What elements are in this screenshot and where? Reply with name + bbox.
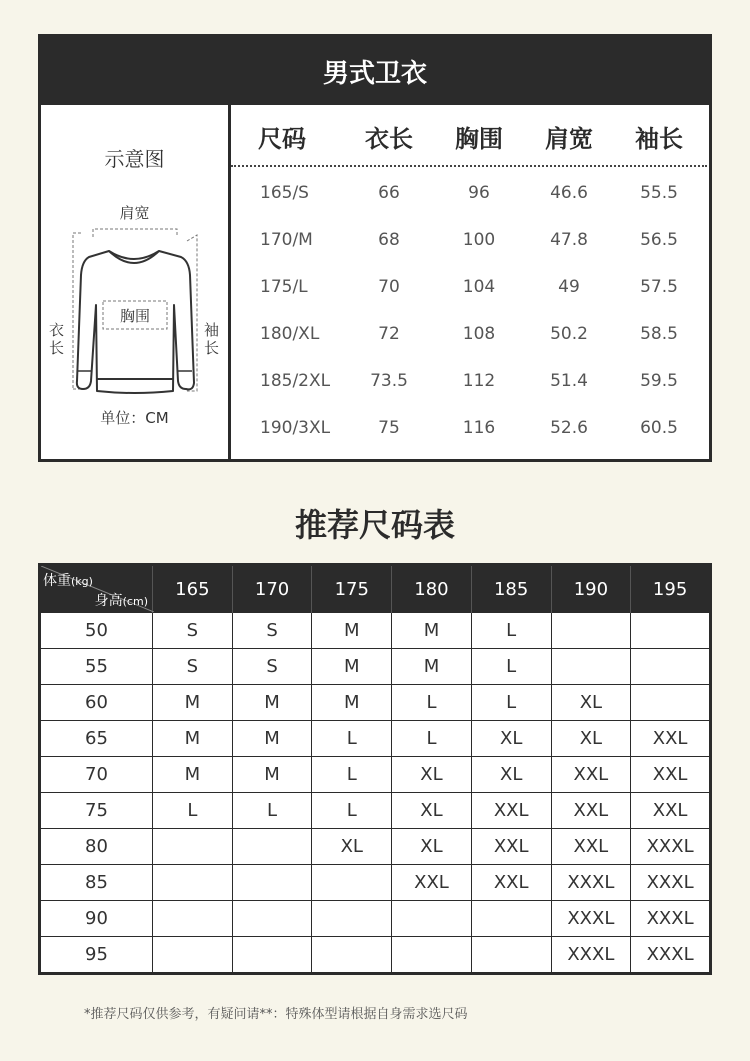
size-cell: M [312,685,392,721]
size-cell: XXXL [631,865,711,901]
size-cell: XXL [631,721,711,757]
table-row [40,721,711,757]
size-cell: M [232,685,312,721]
height-label: 身高(cm) [94,593,148,609]
height-col-header: 175 [312,565,392,613]
size-cell: S [153,649,233,685]
size-cell [153,865,233,901]
size-cell: L [232,793,312,829]
size-cell: M [392,649,472,685]
size-chart-table [38,34,712,462]
measurement-cell: 185/2XL [260,370,331,391]
size-cell [551,613,631,649]
size-cell [312,865,392,901]
measurement-grid [231,105,709,459]
measurement-header-row [231,105,709,167]
size-cell: XXL [471,793,551,829]
measurement-row [231,310,709,357]
measurement-cell: 170/M [260,229,313,250]
measurement-row [231,169,709,216]
size-cell: S [232,613,312,649]
size-cell: XXXL [551,901,631,937]
size-cell: S [153,613,233,649]
size-cell: XXXL [631,829,711,865]
size-cell [551,649,631,685]
measurement-cell: 73.5 [370,370,408,391]
weight-cell: 70 [40,757,153,793]
size-cell: XXL [392,865,472,901]
table-row [40,901,711,937]
measurement-cell: 112 [462,370,496,391]
size-cell: L [153,793,233,829]
measurement-cell: 108 [462,323,496,344]
measurement-cell: 51.4 [550,370,588,391]
height-col-header: 185 [471,565,551,613]
shoulder-label: 肩宽 [119,204,150,222]
size-cell: M [232,757,312,793]
size-cell: M [153,757,233,793]
table-row [40,865,711,901]
size-cell: XL [471,757,551,793]
measurement-cell: 70 [378,276,400,297]
sleeve-label: 袖长 [204,321,220,357]
measurement-row [231,263,709,310]
height-col-header: 190 [551,565,631,613]
measurement-cell: 58.5 [640,323,678,344]
size-cell [631,649,711,685]
size-cell: L [392,685,472,721]
table-row [40,649,711,685]
recommend-title: 推荐尺码表 [294,506,455,544]
measurement-cell: 55.5 [640,182,678,203]
weight-cell: 90 [40,901,153,937]
size-cell: XXXL [631,901,711,937]
header-length: 衣长 [365,124,413,153]
size-cell: M [312,613,392,649]
measurement-cell: 165/S [260,182,309,203]
measurement-cell: 46.6 [550,182,588,203]
length-label: 衣长 [49,321,65,357]
measurement-cell: 100 [462,229,496,250]
size-cell: XXL [631,757,711,793]
size-cell: S [232,649,312,685]
recommend-header-row [40,565,711,613]
size-cell: L [312,721,392,757]
measurement-cell: 60.5 [640,417,678,438]
measurement-cell: 49 [558,276,580,297]
table-row [40,829,711,865]
size-cell [232,865,312,901]
weight-cell: 50 [40,613,153,649]
size-cell: XXXL [631,937,711,974]
height-col-header: 165 [153,565,233,613]
measurement-cell: 96 [468,182,490,203]
measurement-cell: 56.5 [640,229,678,250]
size-cell: XXL [551,757,631,793]
measurement-cell: 190/3XL [260,417,331,438]
measurement-cell: 50.2 [550,323,588,344]
weight-cell: 65 [40,721,153,757]
table-row [40,757,711,793]
header-size: 尺码 [258,124,306,153]
size-cell [153,829,233,865]
measurement-cell: 175/L [260,276,308,297]
measurement-cell: 104 [462,276,496,297]
size-cell [312,901,392,937]
size-cell [232,937,312,974]
footnote: *推荐尺码仅供参考，有疑问请**：特殊体型请根据自身需求选尺码 [84,1007,468,1022]
measurement-cell: 47.8 [550,229,588,250]
table-row [40,613,711,649]
measurement-row [231,357,709,404]
size-cell [631,685,711,721]
size-cell: XXXL [551,865,631,901]
size-cell: L [471,685,551,721]
size-chart-title: 男式卫衣 [41,37,709,105]
corner-header [40,565,153,613]
size-cell [232,829,312,865]
size-cell: XXL [471,865,551,901]
size-cell [471,937,551,974]
header-shoulder: 肩宽 [545,124,593,153]
measurement-row [231,216,709,263]
table-row [40,937,711,974]
height-col-header: 195 [631,565,711,613]
measurement-cell: 66 [378,182,400,203]
size-cell: M [392,613,472,649]
size-cell: XXL [551,793,631,829]
size-cell: XXXL [551,937,631,974]
table-row [40,793,711,829]
measurement-cell: 180/XL [260,323,320,344]
size-cell: XXL [471,829,551,865]
size-cell: XL [551,685,631,721]
size-cell [392,901,472,937]
header-divider [231,165,707,167]
size-cell [392,937,472,974]
table-row [40,685,711,721]
size-cell: XL [392,793,472,829]
unit-label: 单位：CM [100,409,169,427]
header-chest: 胸围 [455,124,503,153]
size-cell: XXL [551,829,631,865]
size-cell: XXL [631,793,711,829]
size-cell [153,901,233,937]
measurement-cell: 75 [378,417,400,438]
header-sleeve: 袖长 [635,124,683,153]
size-cell: L [471,649,551,685]
hoodie-outline-icon [41,195,228,395]
size-cell: M [232,721,312,757]
weight-cell: 60 [40,685,153,721]
size-cell: XL [551,721,631,757]
size-cell: XL [471,721,551,757]
size-cell: L [471,613,551,649]
height-col-header: 180 [392,565,472,613]
size-cell: L [392,721,472,757]
weight-cell: 80 [40,829,153,865]
size-cell: L [312,793,392,829]
size-cell: XL [392,757,472,793]
measurement-cell: 68 [378,229,400,250]
size-cell: M [312,649,392,685]
size-cell: M [153,685,233,721]
weight-label: 体重(kg) [43,573,93,589]
size-cell [312,937,392,974]
weight-cell: 85 [40,865,153,901]
diagram-title: 示意图 [104,147,165,171]
recommend-size-table [38,563,712,975]
measurement-cell: 52.6 [550,417,588,438]
size-cell [471,901,551,937]
measurement-row [231,404,709,451]
weight-cell: 75 [40,793,153,829]
size-cell [153,937,233,974]
measurement-cell: 59.5 [640,370,678,391]
size-cell [631,613,711,649]
measurement-cell: 57.5 [640,276,678,297]
measurement-cell: 116 [462,417,496,438]
garment-diagram [41,105,231,459]
weight-cell: 95 [40,937,153,974]
size-cell [232,901,312,937]
weight-cell: 55 [40,649,153,685]
size-cell: L [312,757,392,793]
size-cell: XL [312,829,392,865]
height-col-header: 170 [232,565,312,613]
measurement-cell: 72 [378,323,400,344]
size-cell: XL [392,829,472,865]
chest-label: 胸围 [119,307,150,325]
size-cell: M [153,721,233,757]
